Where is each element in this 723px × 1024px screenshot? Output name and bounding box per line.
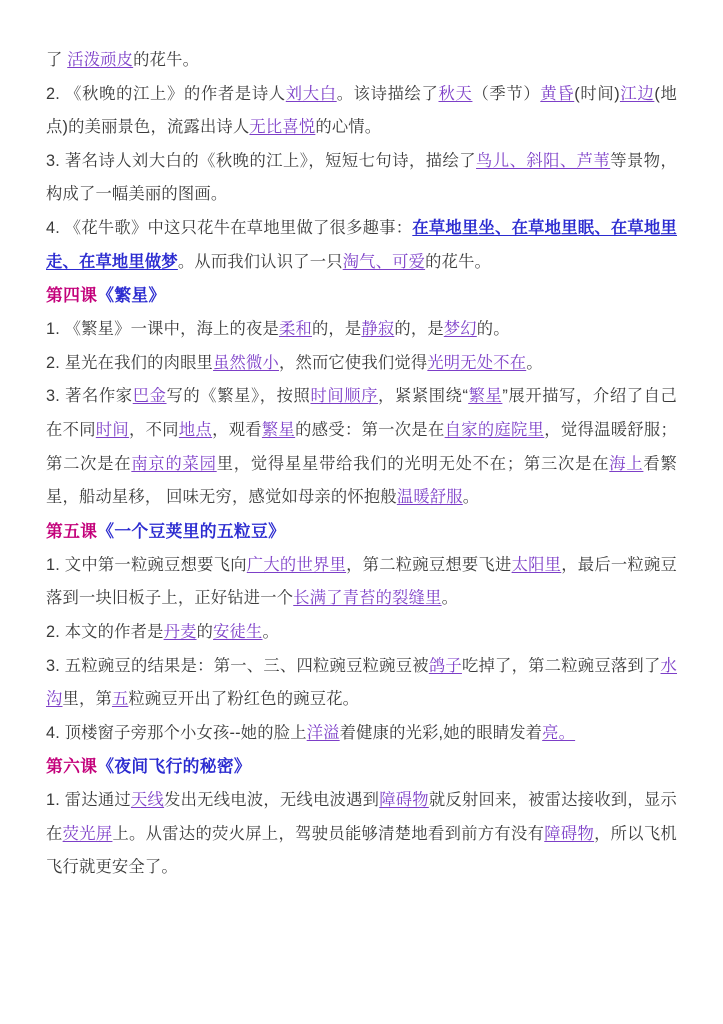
text-run: 的。 [476, 320, 510, 339]
paragraph [46, 212, 677, 279]
text-run: 。从而我们认识了一只 [177, 252, 343, 271]
text-run: 里，觉得星星带给我们的光明无处不在；第三次是在 [216, 454, 610, 473]
document-body [46, 44, 677, 885]
answer-underline: 静寂 [361, 320, 395, 339]
text-run: ，紧紧围绕“ [378, 387, 469, 406]
paragraph [46, 347, 677, 381]
answer-underline: 柔和 [278, 320, 312, 339]
heading-lesson-number: 第五课 [46, 521, 98, 541]
text-run: 的心情。 [315, 118, 382, 137]
text-run: 3. 五粒豌豆的结果是：第一、三、四粒豌豆粒豌豆被 [46, 656, 429, 675]
answer-underline: 无比喜悦 [249, 118, 316, 137]
text-run: 的，是 [311, 320, 362, 339]
answer-underline: 地点 [178, 420, 213, 439]
answer-underline: 黄昏 [540, 84, 575, 103]
heading-book-title: 《夜间飞行的秘密》 [97, 757, 251, 777]
paragraph [46, 650, 677, 717]
paragraph [46, 313, 677, 347]
answer-underline: 光明无处不在 [427, 353, 527, 372]
answer-underline: 鸟儿、斜阳、芦苇 [476, 151, 611, 170]
text-run: 的，是 [394, 320, 444, 339]
text-run: ，最后一粒豌豆落到一块旧板子上，正好钻进一个 [46, 555, 678, 608]
text-run: (地点)的美丽景色，流露出诗人 [46, 84, 677, 137]
heading-book-title: 《繁星》 [97, 286, 166, 306]
text-run: 。该诗描绘了 [336, 84, 439, 103]
text-run: 3. 著名作家 [46, 387, 133, 406]
text-run: ，所以飞机飞行就更安全了。 [46, 824, 677, 877]
answer-underline: 安徒生 [213, 622, 263, 641]
answer-underline: 天线 [130, 791, 165, 810]
text-run: 上。从雷达的荧火屏上，驾驶员能够清楚地看到前方有没有 [112, 824, 545, 843]
text-run: 吃掉了，第二粒豌豆落到了 [461, 656, 661, 675]
paragraph [46, 44, 677, 78]
answer-underline: 南京的菜园 [131, 454, 217, 473]
text-run: 的花牛。 [425, 252, 492, 271]
text-run: 看繁星，船动星移， 回味无穷，感觉如母亲的怀抱般 [46, 454, 677, 507]
text-run: ，第二粒豌豆想要飞进 [346, 555, 512, 574]
text-run: 2. 本文的作者是 [46, 622, 164, 641]
paragraph [46, 145, 677, 212]
answer-underline: 时间顺序 [310, 387, 379, 406]
text-run: 4. 顶楼窗子旁那个小女孩--她的脸上 [46, 723, 307, 742]
answer-underline: 刘大白 [285, 84, 337, 103]
answer-underline: 虽然微小 [213, 353, 279, 372]
heading-book-title: 《一个豆荚里的五粒豆》 [97, 521, 286, 541]
text-run: 1. 《繁星》一课中，海上的夜是 [46, 320, 279, 339]
text-run: 2. 星光在我们的肉眼里 [46, 353, 214, 372]
text-run: 了 [46, 51, 68, 69]
answer-underline: 秋天 [438, 84, 473, 103]
text-run: ，然而它使我们觉得 [278, 353, 428, 372]
answer-underline: 长满了青苔的裂缝里 [293, 589, 442, 608]
answer-underline: 温暖舒服 [396, 488, 463, 507]
heading-lesson-number: 第六课 [46, 757, 98, 777]
text-run: 。 [262, 622, 279, 641]
answer-underline: 洋溢 [306, 723, 340, 742]
answer-underline: 自家的庭院里 [444, 420, 545, 439]
text-run: 的 [196, 622, 214, 641]
text-run: 。 [462, 488, 480, 507]
answer-underline: 广大的世界里 [246, 555, 347, 574]
answer-underline: 水沟 [46, 656, 677, 709]
text-run: 3. 著名诗人刘大白的《秋晚的江上》，短短七句诗，描绘了 [46, 151, 477, 170]
answer-underline: 五 [111, 690, 129, 709]
text-run: 就反射回来，被雷达接收到，显示在 [46, 791, 678, 843]
answer-underline: 荧光屏 [62, 824, 113, 843]
text-run: ，觉得温暖舒服；第二次是在 [46, 420, 677, 473]
answer-underline: 障碍物 [379, 791, 429, 810]
text-run: ，不同 [129, 420, 179, 439]
paragraph [46, 380, 677, 514]
answer-underline: 亮。 [542, 723, 576, 742]
paragraph [46, 616, 677, 650]
text-run: 的感受：第一次是在 [295, 420, 445, 439]
answer-underline: 障碍物 [544, 824, 595, 843]
answer-underline: 鸽子 [428, 656, 462, 675]
paragraph [46, 784, 677, 885]
text-run: 粒豌豆开出了粉红色的豌豆花。 [128, 690, 360, 709]
text-run: 里，第 [62, 690, 112, 709]
text-run: 。 [441, 589, 459, 608]
answer-underline: 江边 [619, 84, 655, 103]
section-heading [46, 279, 677, 313]
text-run: 1. 文中第一粒豌豆想要飞向 [46, 555, 247, 574]
text-run: 4. 《花牛歌》中这只花牛在草地里做了很多趣事： [46, 218, 413, 237]
answer-underline: 太阳里 [511, 555, 562, 574]
answer-underline: 淘气、可爱 [342, 252, 426, 271]
answer-underline: 活泼顽皮 [67, 51, 134, 69]
answer-underline: 梦幻 [443, 320, 477, 339]
answer-underline: 海上 [609, 454, 644, 473]
text-run: （季节） [472, 84, 541, 103]
paragraph [46, 717, 677, 751]
text-run: ，观看 [212, 420, 262, 439]
text-run: 2. 《秋晚的江上》的作者是诗人 [46, 84, 286, 103]
answer-underline: 繁星 [261, 420, 296, 439]
text-run: (时间) [574, 84, 620, 103]
answer-underline: 丹麦 [163, 622, 197, 641]
section-heading [46, 515, 677, 549]
section-heading [46, 750, 677, 784]
text-run: 。 [526, 353, 543, 372]
answer-underline: 时间 [95, 420, 130, 439]
answer-underline: 巴金 [132, 387, 167, 406]
text-run: 着健康的光彩,她的眼睛发着 [339, 723, 543, 742]
text-run: 等景物，构成了一幅美丽的图画。 [46, 151, 677, 204]
answer-underline: 繁星 [468, 387, 503, 406]
text-run: 的花牛。 [133, 51, 200, 69]
heading-lesson-number: 第四课 [46, 286, 98, 306]
text-run: ”展开描写，介绍了自己在不同 [46, 387, 677, 439]
text-run: 发出无线电波，无线电波遇到 [164, 791, 380, 810]
text-run: 写的《繁星》，按照 [166, 387, 311, 406]
paragraph [46, 549, 677, 616]
text-run: 1. 雷达通过 [46, 791, 131, 810]
answer-underline-bold: 在草地里坐、在草地里眠、在草地里走、在草地里做梦 [46, 218, 678, 271]
paragraph [46, 78, 677, 145]
